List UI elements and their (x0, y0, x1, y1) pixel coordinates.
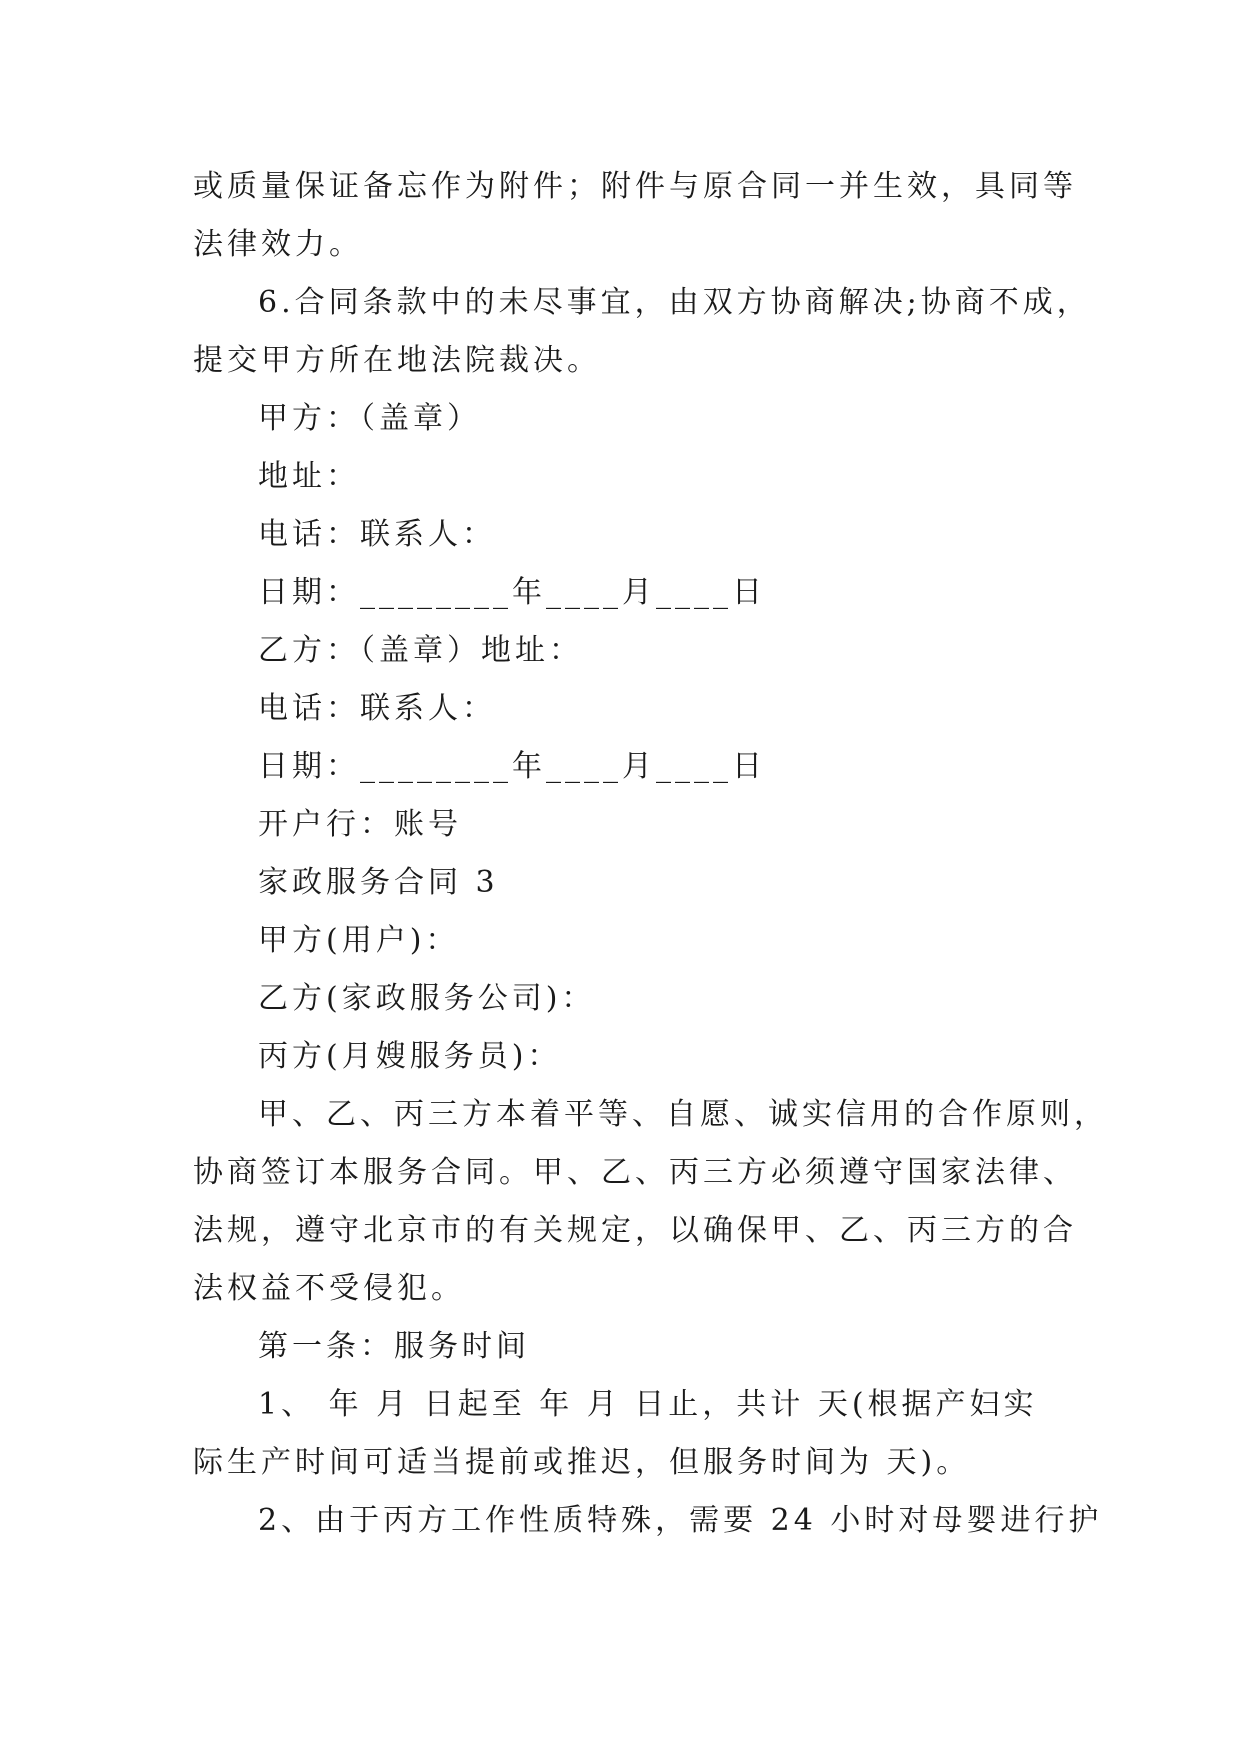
text-line: 法权益不受侵犯。 (193, 1271, 465, 1306)
text-line: 开户行：账号 (258, 807, 462, 842)
text-line: 乙方(家政服务公司)： (258, 981, 596, 1016)
text-line: 1、 年 月 日起至 年 月 日止，共计 天(根据产妇实 (258, 1387, 1038, 1422)
text-line: 6.合同条款中的未尽事宜，由双方协商解决;协商不成， (258, 285, 1091, 320)
text-line: 乙方：（盖章）地址： (258, 633, 583, 668)
text-line: 电话：联系人： (258, 517, 496, 552)
text-line: 甲方：（盖章） (258, 401, 481, 436)
text-line: 电话：联系人： (258, 691, 496, 726)
text-line: 地址： (258, 459, 360, 494)
text-line: 第一条：服务时间 (258, 1329, 530, 1364)
text-line: 日期：________年____月____日 (258, 749, 766, 784)
text-line: 家政服务合同 3 (258, 865, 499, 900)
text-line: 或质量保证备忘作为附件；附件与原合同一并生效，具同等 (193, 169, 1077, 204)
document-page (193, 158, 1108, 1550)
text-line: 丙方(月嫂服务员)： (258, 1039, 562, 1074)
text-line: 甲、乙、丙三方本着平等、自愿、诚实信用的合作原则， (258, 1097, 1108, 1132)
text-line: 际生产时间可适当提前或推迟，但服务时间为 天)。 (193, 1445, 971, 1480)
text-line: 法律效力。 (193, 227, 363, 262)
text-line: 甲方(用户)： (258, 923, 460, 958)
text-line: 法规，遵守北京市的有关规定，以确保甲、乙、丙三方的合 (193, 1213, 1077, 1248)
text-line: 2、由于丙方工作性质特殊，需要 24 小时对母婴进行护 (258, 1503, 1103, 1538)
text-line: 提交甲方所在地法院裁决。 (193, 343, 601, 378)
text-line: 协商签订本服务合同。甲、乙、丙三方必须遵守国家法律、 (193, 1155, 1077, 1190)
text-line: 日期：________年____月____日 (258, 575, 766, 610)
